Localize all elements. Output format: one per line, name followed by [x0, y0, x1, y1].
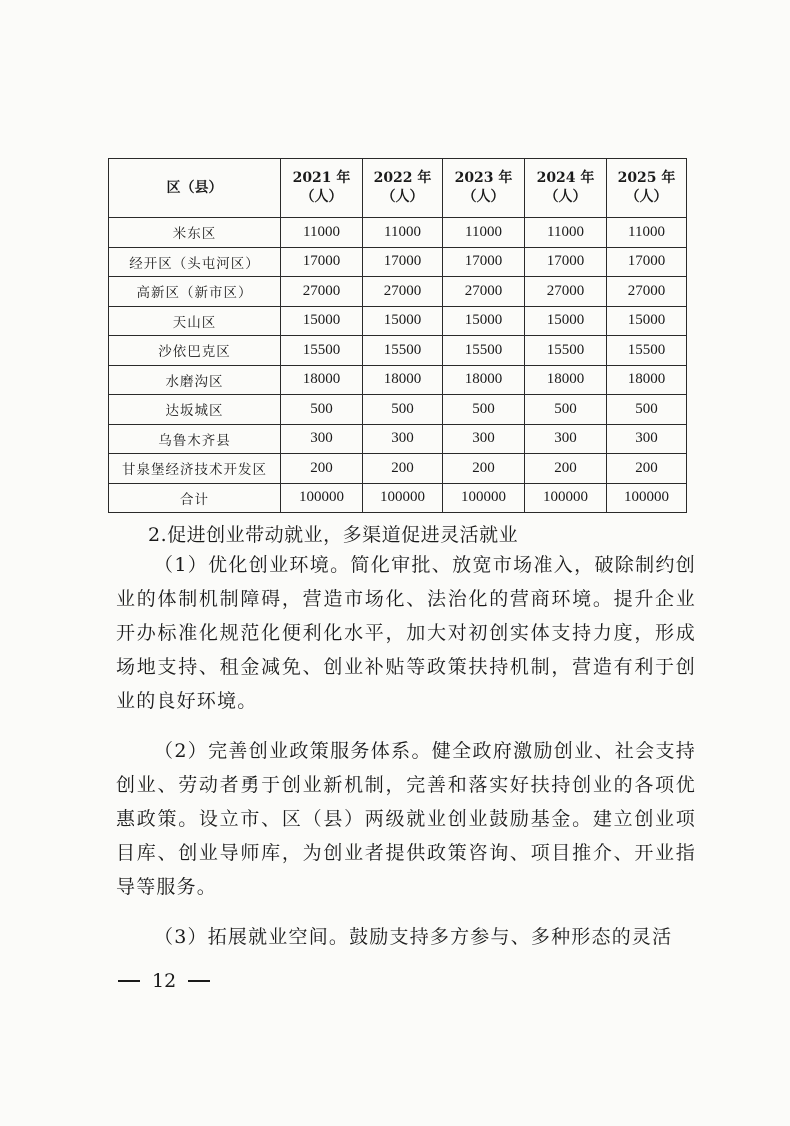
cell-value: 100000 — [363, 483, 443, 513]
paragraph: （2）完善创业政策服务体系。健全政府激励创业、社会支持创业、劳动者勇于创业新机制，完善和落实好扶持创业的各项优惠政策。设立市、区（县）两级就业创业鼓励基金。建立创业项目库、创业导师库，为创业者提供政策咨询、项目推介、开业指导等服务。 — [116, 740, 696, 898]
cell-region: 甘泉堡经济技术开发区 — [109, 454, 281, 484]
cell-value: 300 — [525, 424, 607, 454]
cell-value: 200 — [363, 454, 443, 484]
cell-value: 27000 — [363, 277, 443, 307]
cell-value: 300 — [281, 424, 363, 454]
employment-target-table — [108, 158, 687, 513]
cell-value: 500 — [363, 395, 443, 425]
cell-value: 18000 — [281, 365, 363, 395]
cell-value: 11000 — [443, 218, 525, 248]
paragraph: （1）优化创业环境。简化审批、放宽市场准入，破除制约创业的体制机制障碍，营造市场化、法治化的营商环境。提升企业开办标准化规范化便利化水平，加大对初创实体支持力度，形成场地支持、租金减免、创业补贴等政策扶持机制，营造有利于创业的良好环境。 — [116, 554, 696, 712]
cell-value: 15000 — [443, 306, 525, 336]
table-header-row — [109, 159, 687, 218]
table-row — [109, 483, 687, 513]
cell-value: 300 — [363, 424, 443, 454]
cell-region: 天山区 — [109, 306, 281, 336]
cell-region: 米东区 — [109, 218, 281, 248]
cell-value: 11000 — [363, 218, 443, 248]
page-number: 12 — [152, 970, 177, 992]
cell-value: 15000 — [363, 306, 443, 336]
paragraph: （3）拓展就业空间。鼓励支持多方参与、多种形态的灵活 — [154, 926, 673, 948]
cell-value: 300 — [443, 424, 525, 454]
cell-value: 200 — [443, 454, 525, 484]
cell-value: 17000 — [607, 247, 687, 277]
cell-value: 15500 — [443, 336, 525, 366]
table-row — [109, 424, 687, 454]
cell-value: 200 — [525, 454, 607, 484]
cell-value: 15000 — [607, 306, 687, 336]
cell-value: 100000 — [281, 483, 363, 513]
cell-value: 500 — [443, 395, 525, 425]
table-row — [109, 306, 687, 336]
cell-region: 高新区（新市区） — [109, 277, 281, 307]
cell-value: 18000 — [443, 365, 525, 395]
table-row — [109, 454, 687, 484]
footer-dash — [118, 980, 140, 982]
section-heading: 2.促进创业带动就业，多渠道促进灵活就业 — [148, 524, 519, 546]
table-row — [109, 395, 687, 425]
header-year: 2022 年 （人） — [363, 159, 443, 218]
cell-region: 乌鲁木齐县 — [109, 424, 281, 454]
cell-value: 500 — [607, 395, 687, 425]
cell-value: 11000 — [607, 218, 687, 248]
cell-value: 15500 — [607, 336, 687, 366]
table-row — [109, 365, 687, 395]
cell-value: 15500 — [363, 336, 443, 366]
cell-value: 15000 — [281, 306, 363, 336]
cell-value: 17000 — [363, 247, 443, 277]
cell-value: 11000 — [281, 218, 363, 248]
cell-region: 水磨沟区 — [109, 365, 281, 395]
cell-value: 300 — [607, 424, 687, 454]
header-region: 区（县） — [109, 159, 281, 218]
cell-value: 100000 — [443, 483, 525, 513]
cell-value: 27000 — [281, 277, 363, 307]
cell-value: 18000 — [607, 365, 687, 395]
table-row — [109, 247, 687, 277]
cell-value: 18000 — [525, 365, 607, 395]
cell-value: 500 — [525, 395, 607, 425]
cell-region: 经开区（头屯河区） — [109, 247, 281, 277]
cell-value: 17000 — [281, 247, 363, 277]
cell-value: 15500 — [525, 336, 607, 366]
header-year: 2023 年 （人） — [443, 159, 525, 218]
cell-value: 15500 — [281, 336, 363, 366]
table-row — [109, 277, 687, 307]
table-body — [109, 218, 687, 513]
cell-region: 达坂城区 — [109, 395, 281, 425]
cell-value: 27000 — [607, 277, 687, 307]
cell-value: 17000 — [525, 247, 607, 277]
header-year: 2025 年 （人） — [607, 159, 687, 218]
cell-value: 11000 — [525, 218, 607, 248]
header-year: 2021 年 （人） — [281, 159, 363, 218]
cell-value: 100000 — [607, 483, 687, 513]
table-row — [109, 218, 687, 248]
cell-value: 200 — [607, 454, 687, 484]
cell-value: 200 — [281, 454, 363, 484]
cell-value: 15000 — [525, 306, 607, 336]
page-footer — [118, 970, 210, 992]
header-year: 2024 年 （人） — [525, 159, 607, 218]
cell-value: 27000 — [525, 277, 607, 307]
cell-value: 18000 — [363, 365, 443, 395]
cell-region: 沙依巴克区 — [109, 336, 281, 366]
cell-region: 合计 — [109, 483, 281, 513]
cell-value: 27000 — [443, 277, 525, 307]
cell-value: 100000 — [525, 483, 607, 513]
cell-value: 500 — [281, 395, 363, 425]
cell-value: 17000 — [443, 247, 525, 277]
table-row — [109, 336, 687, 366]
footer-dash — [188, 980, 210, 982]
